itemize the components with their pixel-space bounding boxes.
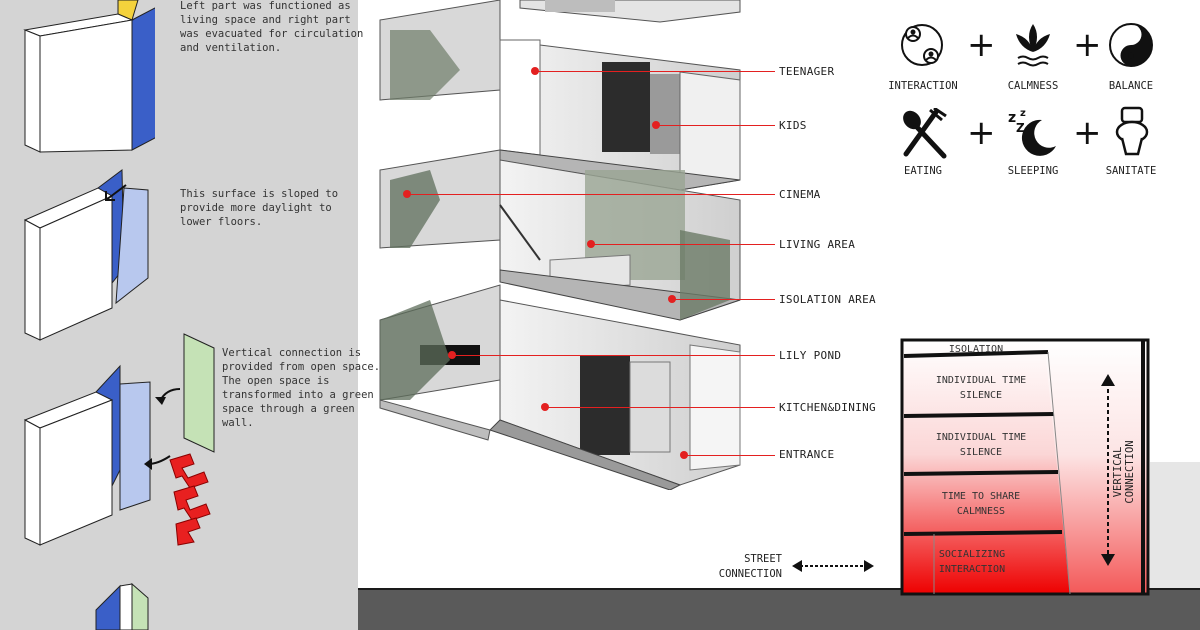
icon-caption-balance: BALANCE: [1108, 80, 1154, 92]
label-lily-pond: LILY POND: [779, 349, 842, 362]
section-band-3: TIME TO SHARE CALMNESS: [941, 491, 1021, 517]
curved-arrow-icon: [152, 385, 184, 407]
plus-sign: +: [1073, 113, 1102, 153]
iso-block-4: [20, 580, 160, 630]
plus-sign: +: [967, 25, 996, 65]
arrow-icon: [100, 182, 130, 206]
double-arrow-icon: [790, 558, 876, 574]
note-block-3: Vertical connection is provided from open space. The open space is transformed into a green space through a green wall.: [222, 347, 381, 429]
leader-line: [591, 244, 775, 245]
yin-yang-icon: [1108, 22, 1154, 68]
section-top-band: ISOLATION: [948, 344, 1004, 355]
svg-text:z: z: [1008, 110, 1017, 126]
leader-line: [656, 125, 775, 126]
section-band-2: INDIVIDUAL TIME SILENCE: [935, 432, 1027, 458]
icon-caption-sleeping: SLEEPING: [1007, 165, 1059, 177]
svg-text:Z: Z: [1016, 121, 1025, 135]
section-band-1: INDIVIDUAL TIME SILENCE: [935, 375, 1027, 401]
icon-caption-eating: EATING: [904, 165, 942, 177]
moon-sleeping-icon: [1006, 106, 1060, 160]
lotus-calmness-icon: [1008, 20, 1058, 70]
green-wall-panel: [180, 330, 220, 455]
street-building-block: [1150, 462, 1200, 590]
street-connection-label: STREET CONNECTION: [718, 553, 782, 580]
iso-block-3: [20, 360, 155, 550]
plus-sign: +: [1073, 25, 1102, 65]
fork-spoon-icon: [898, 108, 950, 160]
icon-caption-calmness: CALMNESS: [1007, 80, 1059, 92]
label-kitchen-dining: KITCHEN&DINING: [779, 401, 876, 414]
plus-sign: +: [967, 113, 996, 153]
note-block-2: This surface is sloped to provide more daylight to lower floors.: [180, 188, 339, 228]
red-stair-icon: [160, 452, 220, 547]
icon-caption-sanitate: SANITATE: [1105, 165, 1157, 177]
interaction-icon: [897, 20, 947, 70]
label-teenager: TEENAGER: [779, 65, 835, 78]
leader-line: [407, 194, 775, 195]
leader-line: [684, 455, 775, 456]
leader-line: [452, 355, 775, 356]
section-band-4: SOCIALIZING INTERACTION: [938, 549, 1006, 575]
icon-caption-interaction: INTERACTION: [888, 80, 958, 92]
label-cinema: CINEMA: [779, 188, 821, 201]
svg-text:z: z: [1020, 108, 1026, 119]
exploded-axonometric: [370, 0, 770, 490]
toilet-sanitate-icon: [1114, 106, 1150, 158]
label-living-area: LIVING AREA: [779, 238, 856, 251]
label-entrance: ENTRANCE: [779, 448, 835, 461]
note-block-1: Left part was functioned as living space and right part was evacuated for circulation and ventilation.: [180, 0, 364, 54]
vertical-connection-label: VERTICAL CONNECTION: [1112, 440, 1136, 504]
label-kids: KIDS: [779, 119, 807, 132]
leader-line: [545, 407, 775, 408]
leader-line: [535, 71, 775, 72]
iso-block-1: [20, 0, 155, 155]
iso-block-2: [20, 168, 155, 343]
leader-line: [672, 299, 775, 300]
label-isolation-area: ISOLATION AREA: [779, 293, 876, 306]
